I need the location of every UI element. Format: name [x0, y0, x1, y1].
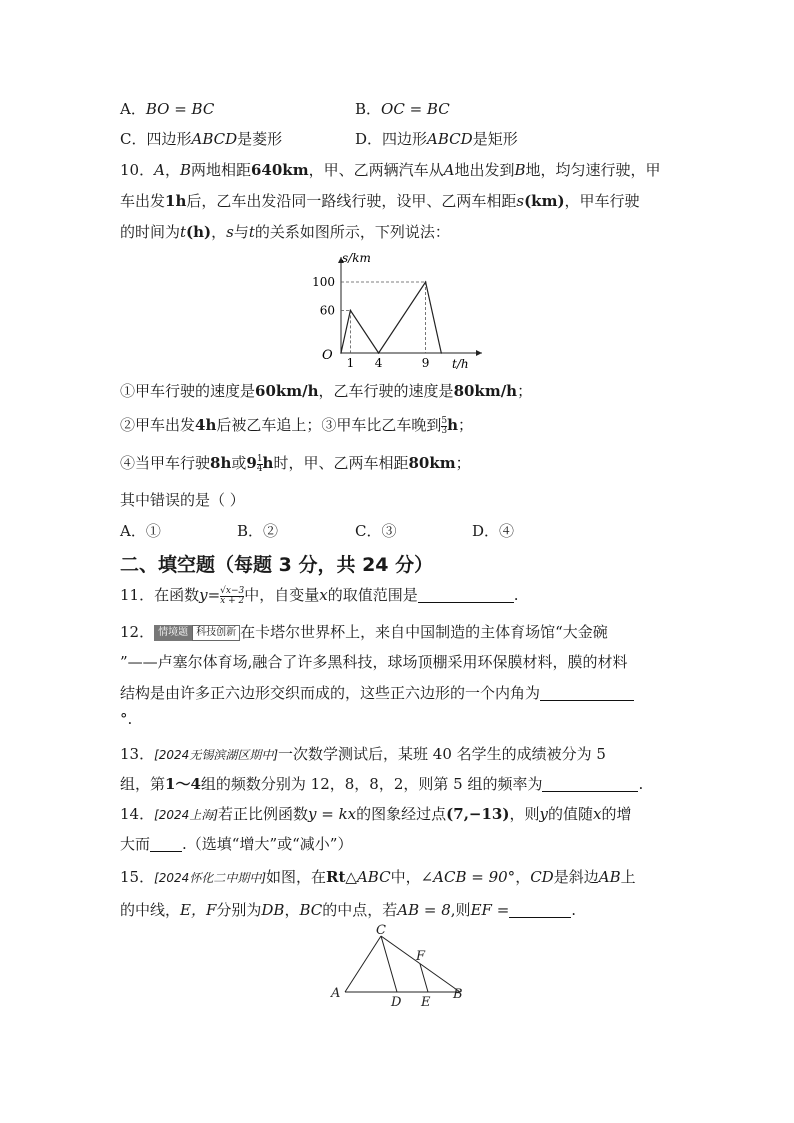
q13-line-1	[120, 743, 606, 764]
triangle-figure	[325, 922, 475, 1007]
answer-blank[interactable]	[418, 588, 514, 603]
text: ，甲车行驶	[564, 192, 640, 210]
var: B	[179, 161, 191, 179]
q10-option-c: C．③	[355, 522, 397, 540]
value: (7,−13)	[446, 805, 510, 823]
text: 组的频数分别为 12，8，8，2，则第 5 组的频率为	[200, 775, 543, 793]
text: .	[571, 901, 577, 919]
var: CD	[530, 868, 554, 886]
text: ；	[455, 454, 471, 472]
value: 640km	[251, 161, 309, 179]
var: AB	[598, 868, 621, 886]
text: 是斜边	[553, 868, 599, 886]
option-text: 四边形	[146, 130, 192, 148]
text: ，	[284, 901, 300, 919]
text: 车出发	[120, 192, 166, 210]
fraction-denominator: 4	[256, 463, 263, 474]
q10-option-d: D．④	[472, 522, 515, 540]
var: y	[199, 586, 208, 604]
var: s	[516, 192, 525, 210]
text: 的图象经过点	[356, 805, 447, 823]
var: △ABC	[345, 868, 391, 886]
q12-line-4: °.	[120, 710, 133, 728]
q10-option-a: A．①	[120, 522, 161, 540]
q10-statement-4	[120, 452, 471, 474]
var: t	[180, 223, 187, 241]
context-tag: 情境题	[154, 625, 192, 641]
option-var: ABCD	[427, 130, 473, 148]
q15-line-1	[120, 866, 636, 887]
text: 的增	[601, 805, 632, 823]
label-d: D	[391, 995, 402, 1007]
segment-cd	[381, 936, 397, 992]
text: 上	[620, 868, 636, 886]
answer-blank[interactable]	[150, 837, 182, 852]
text: 中，自变量	[244, 586, 320, 604]
x-axis-label: t/h	[452, 357, 469, 371]
text: =	[207, 586, 221, 604]
text: 结构是由许多正六边形交织而成的，这些正六边形的一个内角为	[120, 684, 541, 702]
value: 4h	[195, 416, 217, 434]
text: ,则	[450, 901, 471, 919]
option-text: 是矩形	[472, 130, 518, 148]
fraction-numerator: √x−3	[220, 585, 245, 596]
q15-line-2	[120, 899, 576, 920]
data-point	[378, 352, 380, 354]
text: 与	[233, 223, 249, 241]
text: 一次数学测试后，某班 40 名学生的成绩被分为 5	[278, 745, 606, 763]
label-a: A	[331, 986, 341, 1001]
q9-option-a	[120, 98, 214, 119]
origin-label: O	[322, 348, 333, 363]
series-line	[341, 282, 441, 353]
x-axis-arrow	[476, 350, 482, 356]
var: y	[539, 805, 548, 823]
value: 60km/h	[255, 382, 319, 400]
var: A	[154, 161, 165, 179]
x-tick-label: 9	[421, 356, 430, 370]
q10-statement-1	[120, 380, 532, 401]
value: (h)	[186, 223, 212, 241]
option-text: 是菱形	[237, 130, 283, 148]
text: 地出发到	[454, 161, 515, 179]
text: ，	[164, 161, 180, 179]
text: 如图，在	[266, 868, 327, 886]
text: ，则	[509, 805, 540, 823]
answer-blank[interactable]	[542, 777, 638, 792]
text: .	[638, 775, 644, 793]
text: ②甲车出发	[120, 416, 196, 434]
q14-line-2	[120, 833, 352, 854]
y-tick-label: 60	[319, 303, 335, 318]
value: h	[447, 416, 459, 434]
text: ；	[517, 382, 533, 400]
label-b: B	[453, 987, 463, 1002]
text: 的值随	[547, 805, 593, 823]
text: ①甲车行驶的速度是	[120, 382, 256, 400]
var: x	[592, 805, 602, 823]
text: ；	[458, 416, 474, 434]
fraction-denominator: 3	[441, 425, 448, 436]
fraction-numerator: 1	[256, 453, 263, 464]
value: h	[262, 454, 274, 472]
source-tag: [2024无锡滨湖区期中]	[154, 748, 278, 762]
question-number: 10．	[120, 161, 155, 179]
value: 1h	[165, 192, 187, 210]
text: 或	[231, 454, 247, 472]
text: 的中线，	[120, 901, 181, 919]
fraction-numerator: 5	[441, 415, 448, 426]
text: .	[513, 586, 519, 604]
option-label: A．	[120, 100, 146, 118]
q10-option-b: B．②	[237, 522, 279, 540]
value: 9	[246, 454, 257, 472]
segment-ac	[345, 936, 381, 992]
var: BC	[299, 901, 323, 919]
question-number: 14．	[120, 805, 155, 823]
text: 的中点，若	[322, 901, 398, 919]
text: 的时间为	[120, 223, 181, 241]
text: 在卡塔尔世界杯上，来自中国制造的主体育场馆“大金碗	[240, 623, 608, 641]
q13-line-2	[120, 773, 643, 794]
q10-line-2	[120, 190, 640, 211]
q12-line-2: ”——卢塞尔体育场,融合了许多黑科技，球场顶棚采用环保膜材料，膜的材料	[120, 653, 628, 671]
formula: y = kx	[308, 805, 357, 823]
formula: AB = 8	[397, 901, 451, 919]
text: 两地相距	[190, 161, 251, 179]
source-tag: [2024怀化二中期中]	[154, 871, 266, 885]
option-label: C．	[120, 130, 147, 148]
text: 在函数	[154, 586, 200, 604]
distance-time-chart	[300, 247, 500, 377]
answer-blank[interactable]	[540, 686, 634, 701]
label-f: F	[416, 949, 426, 964]
text: .（选填“增大”或“减小”）	[182, 835, 353, 853]
q14-line-1	[120, 803, 631, 824]
x-tick-label: 1	[346, 356, 355, 370]
option-text: OC = BC	[381, 100, 450, 118]
var: B	[514, 161, 526, 179]
q9-option-d	[355, 128, 518, 149]
formula: EF =	[470, 901, 510, 919]
text: 时，甲、乙两车相距	[273, 454, 409, 472]
section-heading: 二、填空题（每题 3 分，共 24 分）	[120, 554, 434, 576]
value: Rt	[326, 868, 346, 886]
q9-option-c	[120, 128, 282, 149]
question-number: 15．	[120, 868, 155, 886]
option-label: D．	[355, 130, 383, 148]
var: s	[226, 223, 234, 241]
text: 后被乙车追上；③甲车比乙车晚到	[216, 416, 442, 434]
q10-statement-2	[120, 414, 473, 436]
data-point	[425, 281, 427, 283]
text: ，	[515, 868, 531, 886]
value: 8h	[210, 454, 232, 472]
value: 80km/h	[453, 382, 518, 400]
label-e: E	[421, 995, 431, 1007]
option-var: ABCD	[191, 130, 238, 148]
text: 后，乙车出发沿同一路线行驶，设甲、乙两车相距	[186, 192, 517, 210]
value: 1～4	[165, 775, 201, 793]
q12-line-3	[120, 682, 634, 703]
q10-line-3	[120, 221, 450, 242]
q12-line-1	[120, 621, 608, 642]
text: 中，	[390, 868, 421, 886]
var: E，F	[180, 901, 217, 919]
topic-tag: 科技创新	[192, 625, 240, 641]
text: ④当甲车行驶	[120, 454, 211, 472]
fraction	[220, 587, 244, 606]
label-c: C	[376, 923, 386, 938]
data-point	[440, 352, 442, 354]
text: ，	[211, 223, 227, 241]
var: A	[443, 161, 455, 179]
text: 地，均匀速行驶，甲	[525, 161, 661, 179]
question-number: 12．	[120, 623, 155, 641]
value: (km)	[524, 192, 565, 210]
option-label: B．	[355, 100, 382, 118]
text: 的关系如图所示，下列说法：	[254, 223, 450, 241]
text: 若正比例函数	[218, 805, 309, 823]
q9-option-b	[355, 98, 450, 119]
option-text: 四边形	[382, 130, 428, 148]
formula: ∠ACB = 90°	[420, 868, 516, 886]
var: DB	[261, 901, 285, 919]
q11-line	[120, 584, 519, 606]
y-axis-label: s/km	[342, 251, 371, 265]
answer-blank[interactable]	[509, 903, 571, 918]
text: 组，第	[120, 775, 166, 793]
x-tick-label: 4	[374, 356, 383, 370]
data-point	[340, 352, 342, 354]
text: 分别为	[216, 901, 262, 919]
data-point	[350, 310, 352, 312]
y-tick-label: 100	[312, 275, 335, 289]
question-number: 13．	[120, 745, 155, 763]
var: t	[248, 223, 255, 241]
question-number: 11．	[120, 586, 155, 604]
source-tag: [2024上海]	[154, 808, 218, 822]
text: 的取值范围是	[327, 586, 418, 604]
q10-line-1	[120, 159, 661, 180]
var: x	[319, 586, 328, 604]
text: ，乙车行驶的速度是	[318, 382, 454, 400]
text: ，甲、乙两辆汽车从	[308, 161, 444, 179]
value: 80km	[408, 454, 456, 472]
fraction-denominator: x + 2	[220, 595, 245, 606]
option-text: BO = BC	[145, 100, 215, 118]
text: 大而	[120, 835, 151, 853]
q10-question: 其中错误的是（ ）	[120, 491, 245, 509]
